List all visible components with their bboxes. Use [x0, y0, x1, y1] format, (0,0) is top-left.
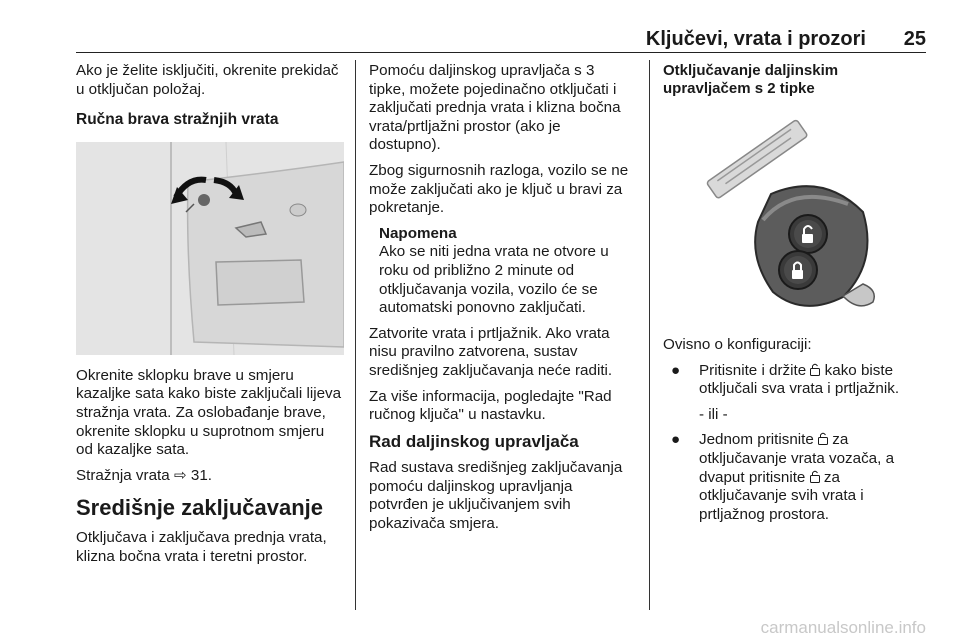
bullet-item-hold: [671, 362, 929, 399]
intro-paragraph: Ako je želite isključiti, okrenite prekidač u otključan položaj.: [76, 62, 339, 98]
unlock-icon: [810, 470, 820, 483]
remote-operation-heading: Rad daljinskog upravljača: [369, 431, 579, 451]
bullet-dot: ●: [671, 431, 681, 449]
column-divider: [355, 60, 356, 610]
column-right: [663, 62, 929, 531]
page-ref-arrow-icon: ⇨: [173, 466, 187, 484]
note-body: Ako se niti jedna vrata ne otvore u roku od približno 2 minute od otključavanja vozila, vozilo će se automatski ponovno zaključati.: [379, 243, 609, 317]
rear-lock-heading: Ručna brava stražnjih vrata: [76, 111, 279, 129]
reference-page: 31.: [190, 466, 213, 484]
page-header: [76, 28, 926, 50]
safety-paragraph: Zbog sigurnosnih razloga, vozilo se ne može zaključati ako je ključ u bravi za pokretanje.: [369, 161, 629, 217]
remote-operation-paragraph: Rad sustava središnjeg zaključavanja pomoću daljinskog upravljanja potvrđen je uključivanjem svih pokazivača smjera.: [369, 459, 623, 533]
column-divider: [649, 60, 650, 610]
note-title: Napomena: [379, 224, 457, 242]
bullet-item-press: [671, 431, 929, 524]
unlock-icon: [818, 432, 828, 445]
key-fob-image: [663, 112, 929, 322]
bullet2-text-b: za otključavanje vrata vozača, a dvaput pritisnite: [699, 431, 895, 486]
central-locking-intro: Otključava i zaključava prednja vrata, klizna bočna vrata i teretni prostor.: [76, 529, 327, 565]
door-illustration-svg: [76, 142, 344, 355]
rear-door-lock-illustration: [76, 142, 344, 355]
watermark: carmanualsonline.info: [760, 618, 926, 637]
bullet2-text-c: za otključavanje svih vrata i prtljažnog prostora.: [699, 468, 864, 523]
unlock-icon: [810, 363, 820, 376]
close-doors-paragraph: Zatvorite vrata i prtljažnik. Ako vrata nisu pravilno zatvorena, sustav središnjeg zaključavanja neće raditi.: [369, 324, 613, 379]
header-title: Ključevi, vrata i prozori: [645, 28, 866, 50]
note-box: [369, 225, 633, 318]
column-left: [76, 62, 344, 574]
more-info-paragraph: Za više informacija, pogledajte "Rad ručnog ključa" u nastavku.: [369, 387, 612, 424]
bullet-dot: ●: [671, 361, 681, 379]
rear-door-reference[interactable]: [76, 467, 344, 486]
central-locking-title: Središnje zaključavanje: [76, 495, 324, 521]
two-button-unlock-heading: Otključavanje daljinskim upravljačem s 2 tipke: [663, 62, 839, 97]
bullet2-text-a: Jednom pritisnite: [699, 431, 814, 449]
column-middle: [369, 62, 633, 541]
or-separator: - ili -: [699, 405, 728, 423]
configuration-label: Ovisno o konfiguraciji:: [663, 336, 812, 353]
header-rule: [76, 52, 926, 53]
bullet1-text-b: kako biste otključali sva vrata i prtljažnik.: [699, 361, 900, 398]
three-button-remote-paragraph: Pomoću daljinskog upravljača s 3 tipke, možete pojedinačno otključati i zaključati prednja vrata i klizna bočna vrata/prtljažni prostor (ako je dostupno).: [369, 62, 621, 154]
reference-text: Stražnja vrata: [76, 466, 170, 484]
page-number: 25: [903, 28, 926, 50]
key-fob-svg: [663, 112, 929, 322]
bullet1-text-a: Pritisnite i držite: [699, 361, 807, 379]
rear-lock-instructions: Okrenite sklopku brave u smjeru kazaljke sata kako biste zaključali lijeva stražnja vrata. Za oslobađanje brave, okrenite sklopku u suprotnom smjeru od kazaljke sata.: [76, 366, 342, 459]
